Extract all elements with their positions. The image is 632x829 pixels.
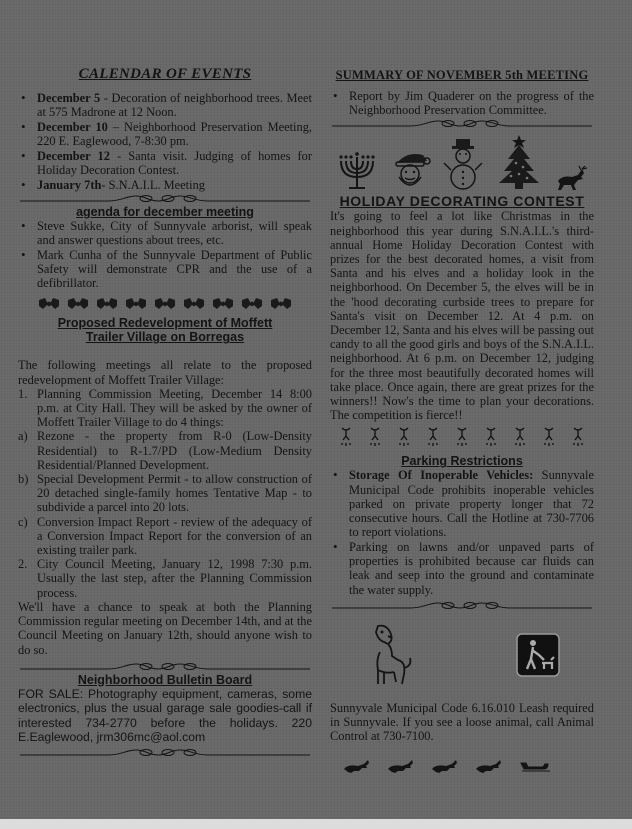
redevelopment-list <box>18 387 312 600</box>
list-item <box>18 91 312 119</box>
right-column <box>330 60 594 773</box>
christmas-tree-icon <box>496 133 542 191</box>
holly-icon <box>124 296 148 312</box>
ribbon-icon <box>456 426 468 448</box>
redevelopment-intro: The following meetings all relate to the proposed redevelopment of Moffett Trailer Village: <box>18 358 312 387</box>
ribbon-row <box>330 426 594 448</box>
list-item: • Steve Sukke, City of Sunnyvale arborist, will speak and answer questions about trees, etc. <box>18 219 312 247</box>
reindeer-row <box>342 759 594 773</box>
holiday-text: It's going to feel a lot like Christmas in the neighborhood this year during S.N.A.I.L.'s third-annual Home Holiday Decoration Contest with prizes for the best decorated homes, a visit from Santa and his elves and a holiday look in the neighborhood. On December 5, the elves will be in the 'hood decorating curbside trees to prepare for Santa's visit on December 12. At 4 p.m. on December 12, Santa and his elves will be passing out candy to all the good girls and boys of the S.N.A.I.L. neighborhood. At 6 p.m. on December 12, judging for the three most beautifully decorated homes will take place. Once again, there are great prizes for the winners!! Now's the time to plan your decorations. The competition is fierce!! <box>330 209 594 423</box>
parking-title: Parking Restrictions <box>401 454 523 469</box>
holiday-title: HOLIDAY DECORATING CONTEST <box>339 193 585 210</box>
holly-icon <box>240 296 264 312</box>
list-text: Planning Commission Meeting, December 14 8:00 p.m. at City Hall. They will be asked by the owner of Moffett Trailer Village to do 4 things: <box>37 386 312 430</box>
holiday-art <box>330 133 594 191</box>
item-text: Parking on lawns and/or unpaved parts of properties is prohibited because car fluids can leak and seep into the ground and contaminate the water supply. <box>349 539 594 597</box>
ribbon-icon <box>543 426 555 448</box>
parking-list <box>330 468 594 596</box>
list-item <box>18 515 312 558</box>
list-item <box>18 472 312 515</box>
list-item <box>18 149 312 177</box>
list-text: Conversion Impact Report - review of the adequacy of a Conversion Impact Report for the conversion of an existing trailer park. <box>37 514 312 558</box>
leash-sign-icon <box>516 633 560 677</box>
left-column <box>18 60 312 759</box>
holly-icon <box>95 296 119 312</box>
holly-icon <box>37 296 61 312</box>
list-marker: 1. <box>18 386 28 401</box>
ribbon-icon <box>369 426 381 448</box>
ribbon-icon <box>514 426 526 448</box>
snowman-icon <box>443 137 483 191</box>
ribbon-icon <box>340 426 352 448</box>
agenda-title: agenda for december meeting <box>76 204 254 219</box>
bulletin-title: Neighborhood Bulletin Board <box>77 672 253 687</box>
swirl-divider <box>18 661 312 672</box>
menorah-icon <box>336 151 378 191</box>
list-text: Special Development Permit - to allow construction of 20 detached single-family homes Tentative Map - to subdivide a parcel into 20 lots. <box>37 472 312 515</box>
list-item <box>18 429 312 472</box>
list-marker: a) <box>18 429 28 444</box>
bottom-strip <box>0 819 632 829</box>
dog-icon <box>358 622 414 688</box>
reindeer-icon <box>342 759 376 773</box>
event-text: - Decoration of neighborhood trees. Meet at 575 Madrone at 12 Noon. <box>37 91 312 120</box>
list-text: City Council Meeting, January 12, 1998 7:30 p.m. Usually the last step, after the Planning Commission process. <box>37 557 312 600</box>
ribbon-icon <box>572 426 584 448</box>
summary-list <box>330 89 594 117</box>
reindeer-icon <box>474 759 508 773</box>
list-marker: 2. <box>18 557 28 572</box>
redevelopment-closing: We'll have a chance to speak at both the Planning Commission regular meeting on December 14th, and at the Council Meeting on January 12th, should anyone wish to do so. <box>18 599 312 657</box>
list-item <box>330 468 594 539</box>
list-item <box>18 557 312 600</box>
event-date: December 5 <box>37 91 101 105</box>
swirl-divider <box>330 600 594 611</box>
reindeer-icon <box>386 759 420 773</box>
swirl-divider <box>330 118 594 129</box>
holly-icon <box>269 296 293 312</box>
list-item <box>330 540 594 597</box>
leash-text: Sunnyvale Municipal Code 6.16.010 Leash required in Sunnyvale. If you see a loose animal, call Animal Control at 730-7100. <box>330 700 594 744</box>
leash-art <box>330 615 594 695</box>
sleigh-icon <box>518 759 552 773</box>
ribbon-icon <box>398 426 410 448</box>
ribbon-icon <box>427 426 439 448</box>
bulletin-text: FOR SALE: Photography equipment, cameras, some electronics, plus the usual garage sale goodies-call if interested 734-2770 before the holidays. 220 E.Eaglewood, jrm306mc@aol.com <box>18 686 312 744</box>
list-marker: c) <box>18 514 28 529</box>
event-date: December 12 <box>37 148 110 163</box>
calendar-list <box>18 91 312 192</box>
list-text: Rezone - the property from R-0 (Low-Density Residential) to R-1.7/PD (Low-Medium Density Residential/Planned Development. <box>37 429 312 472</box>
list-item <box>18 120 312 148</box>
list-item <box>18 178 312 192</box>
list-item: • Mark Cunha of the Sunnyvale Department of Public Safety will demonstrate CPR and the use of a defibrillator. <box>18 248 312 291</box>
list-item: • Report by Jim Quaderer on the progress of the Neighborhood Preservation Committee. <box>330 89 594 117</box>
holly-row <box>18 296 312 312</box>
swirl-divider <box>18 193 312 204</box>
event-text: - S.N.A.I.L. Meeting <box>101 177 205 192</box>
holly-icon <box>153 296 177 312</box>
holly-icon <box>66 296 90 312</box>
calendar-title: CALENDAR OF EVENTS <box>78 66 252 82</box>
holly-icon <box>182 296 206 312</box>
item-text: Sunnyvale Municipal Code prohibits inoperable vehicles parked on private property longer that 72 consecutive hours. Call the Hotline at 730-7706 to report violations. <box>349 468 594 540</box>
ribbon-icon <box>485 426 497 448</box>
event-date: December 10 <box>37 119 108 134</box>
event-text: – Neighborhood Preservation Meeting, 220 E. Eaglewood, 7-8:30 pm. <box>37 119 312 149</box>
agenda-list <box>18 219 312 291</box>
swirl-divider <box>18 747 312 758</box>
item-lead: Storage Of Inoperable Vehicles: <box>349 468 534 483</box>
list-item <box>18 387 312 430</box>
event-text: - Santa visit. Judging of homes for Holiday Decoration Contest. <box>37 148 312 178</box>
summary-title: SUMMARY OF NOVEMBER 5th MEETING <box>335 68 589 82</box>
redevelopment-title: Proposed Redevelopment of Moffett Trailer Village on Borregas <box>57 316 273 345</box>
holly-icon <box>211 296 235 312</box>
santa-icon <box>391 149 431 191</box>
reindeer-icon <box>430 759 464 773</box>
reindeer-icon <box>554 165 588 191</box>
list-marker: b) <box>18 472 29 487</box>
event-date: January 7th <box>37 177 102 192</box>
